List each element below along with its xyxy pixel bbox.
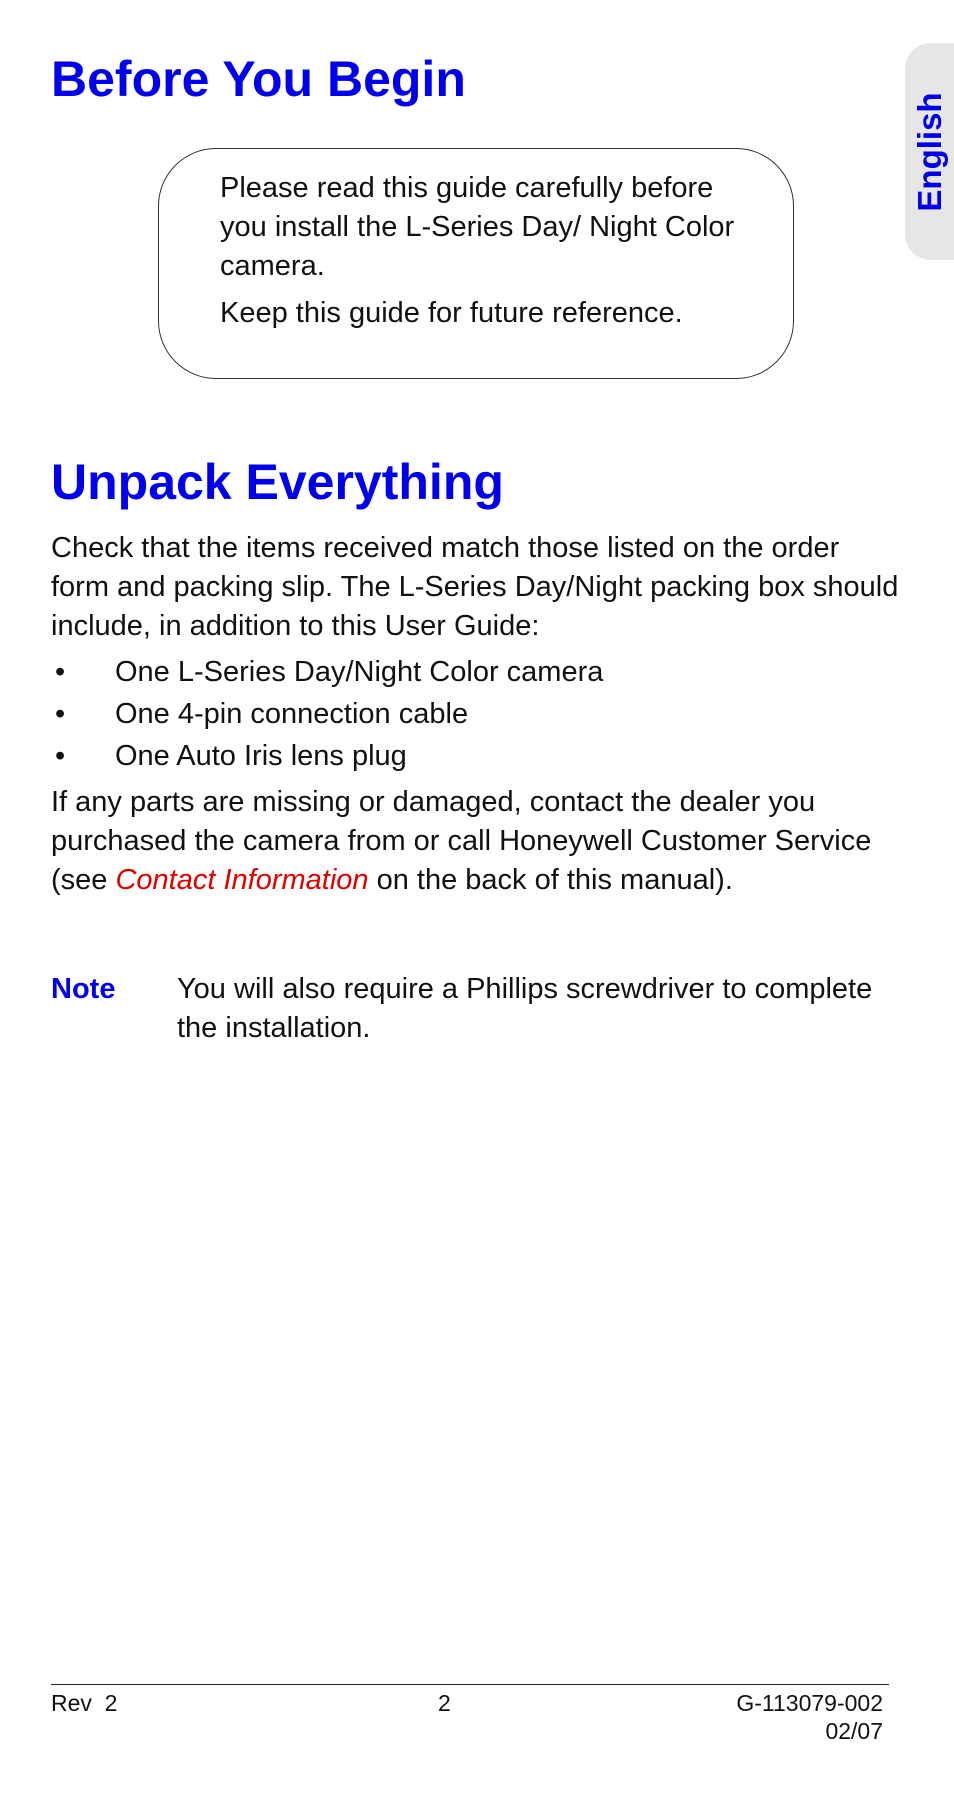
missing-parts-text-start: If any parts are missing or damaged, contact the dealer you purchased the camera from or call Honeywell Customer Service (see [51,786,872,896]
language-tab [905,43,954,260]
list-item [51,735,603,777]
list-item-text: One 4-pin connection cable [115,698,469,730]
footer-date: 02/07 [825,1718,883,1744]
list-item-text: One L-Series Day/Night Color camera [115,656,604,688]
package-contents-list [51,651,603,777]
callout-paragraph-read-guide: Please read this guide carefully before you install the L-Series Day/ Night Color camera. [220,172,735,282]
note-label: Note [51,973,116,1005]
unpack-everything-heading: Unpack Everything [51,454,504,510]
bullet-icon: • [55,698,66,730]
list-item [51,651,603,693]
list-item-text: One Auto Iris lens plug [115,740,407,772]
bullet-icon: • [55,740,66,772]
callout-paragraph-keep-guide: Keep this guide for future reference. [220,297,683,329]
callout-text [220,169,760,341]
missing-parts-paragraph [51,783,901,900]
language-tab-label: English [910,91,948,212]
unpack-intro-paragraph: Check that the items received match those listed on the order form and packing slip. The L-Series Day/Night packing box should include, in addition to this User Guide: [51,532,899,642]
footer-doc-number: G-113079-002 [736,1690,883,1716]
footer-revision: Rev 2 [51,1690,118,1716]
list-item [51,693,603,735]
footer-doc-info [640,1689,883,1745]
footer-page-number: 2 [438,1690,451,1716]
before-you-begin-heading: Before You Begin [51,51,466,107]
missing-parts-text-end: on the back of this manual). [368,864,733,896]
footer-divider [51,1684,889,1685]
bullet-icon: • [55,656,66,688]
contact-information-link[interactable]: Contact Information [115,864,369,896]
reading-callout-box [158,148,794,379]
note-text: You will also require a Phillips screwdriver to complete the installation. [177,973,873,1044]
